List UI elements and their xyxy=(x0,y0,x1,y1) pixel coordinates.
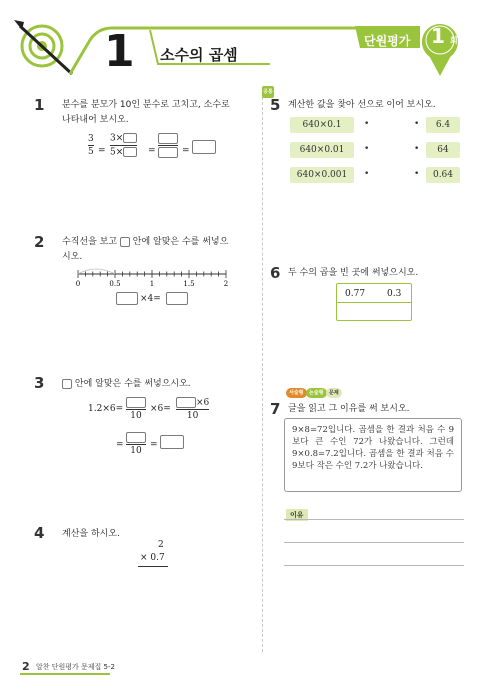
eval-label: 단원평가 xyxy=(364,34,411,48)
tick-label-0: 0 xyxy=(75,280,81,288)
q5-right-dot-2[interactable]: • xyxy=(414,144,420,154)
unit-header xyxy=(0,0,500,80)
tag-problem: 문제 xyxy=(326,388,342,398)
q2-answer-box-1[interactable] xyxy=(116,292,138,305)
q7-answer-line-1[interactable] xyxy=(284,519,464,520)
q3-den-1: 10 xyxy=(130,411,142,421)
question-5-number: 5 xyxy=(270,96,281,114)
q1-fraction-tenths xyxy=(158,133,178,158)
q6-answer-cell[interactable] xyxy=(337,303,411,320)
tag-descriptive: 서술형 xyxy=(286,388,307,398)
q4-top-number: 2 xyxy=(158,540,164,550)
column-divider xyxy=(262,92,263,652)
q7-answer-line-2[interactable] xyxy=(284,542,464,543)
q5-left-item-2[interactable]: 640×0.01 xyxy=(290,142,354,158)
q1-eq-1: = xyxy=(98,146,106,156)
tick-label-3: 1.5 xyxy=(183,280,195,288)
tick-label-1: 0.5 xyxy=(109,280,121,288)
q3-text-label: 안에 알맞은 수를 써넣으시오. xyxy=(74,379,191,389)
q6-product-table xyxy=(336,283,412,321)
number-line xyxy=(74,266,230,288)
q3-fraction-2 xyxy=(176,397,209,421)
round-number: 1 xyxy=(431,24,445,48)
q2-expression: ×4= xyxy=(140,294,161,304)
q1-fraction-given xyxy=(88,134,94,157)
q2-text-b: 안에 알맞은 수를 써넣으 xyxy=(132,237,229,247)
q3-answer-box-3[interactable] xyxy=(126,432,146,443)
common-badge: 공통 xyxy=(262,86,274,98)
book-title: 알찬 단원평가 문제집 5-2 xyxy=(36,663,115,671)
question-4-text: 계산을 하시오. xyxy=(62,529,120,539)
q5-right-item-1[interactable]: 6.4 xyxy=(426,117,460,133)
q1-eq-2: = xyxy=(148,146,156,156)
q3-fraction-3 xyxy=(126,432,146,456)
question-6-number: 6 xyxy=(270,264,281,282)
question-7-text: 글을 읽고 그 이유를 써 보시오. xyxy=(288,404,410,414)
q1-answer-box-decimal[interactable] xyxy=(192,140,216,154)
question-2-line1 xyxy=(62,235,228,250)
q6-value-b: 0.3 xyxy=(387,289,402,299)
q1-answer-box-2[interactable] xyxy=(123,147,137,157)
q3-lhs: 1.2×6= xyxy=(88,404,124,414)
q1-answer-box-1[interactable] xyxy=(123,133,137,143)
q3-eq-2: = xyxy=(150,440,158,450)
q3-answer-box-1[interactable] xyxy=(126,397,146,408)
q7-passage: 9×8=72입니다. 곱셈을 한 결과 처음 수 9보다 큰 수인 72가 나왔습니다. 그런데 9×0.8=7.2입니다. 곱셈을 한 결과 처음 수 9보다 작은 수인 7.2가 나왔습니다. xyxy=(284,418,462,492)
q5-left-item-3[interactable]: 640×0.001 xyxy=(290,167,354,183)
q1-frac-denominator: 5 xyxy=(88,147,94,157)
q5-right-item-2[interactable]: 64 xyxy=(426,142,460,158)
question-2-line2: 시오. xyxy=(62,252,83,262)
q1-frac-numerator: 3 xyxy=(88,134,94,144)
q3-times6b: ×6 xyxy=(196,398,210,408)
question-1-number: 1 xyxy=(34,96,45,114)
question-4-number: 4 xyxy=(34,524,45,542)
question-7-number: 7 xyxy=(270,400,281,418)
tick-label-4: 2 xyxy=(223,280,229,288)
round-suffix: 회 xyxy=(450,36,458,45)
question-5-text: 계산한 값을 찾아 선으로 이어 보시오. xyxy=(288,100,436,110)
q1-fraction-multiply xyxy=(110,133,137,157)
q1-num-prefix: 3× xyxy=(110,133,124,144)
unit-number: 1 xyxy=(104,26,135,77)
q2-text-a: 수직선을 보고 xyxy=(62,237,118,247)
q7-reason-label: 이유 xyxy=(286,509,308,521)
q1-answer-box-4[interactable] xyxy=(158,147,178,158)
q4-calc-line xyxy=(138,566,168,567)
q2-box-icon xyxy=(120,237,130,247)
page-number: 2 xyxy=(22,660,30,673)
q3-den-3: 10 xyxy=(130,446,142,456)
q3-den-2: 10 xyxy=(186,411,199,421)
q1-den-prefix: 5× xyxy=(110,147,124,157)
tag-essay: 논술형 xyxy=(306,388,327,398)
q3-fraction-1 xyxy=(126,397,146,421)
q3-times6: ×6= xyxy=(150,404,171,414)
q1-answer-box-3[interactable] xyxy=(158,133,178,144)
question-3-number: 3 xyxy=(34,374,45,392)
q5-right-dot-1[interactable]: • xyxy=(414,119,420,129)
q5-left-dot-1[interactable]: • xyxy=(364,119,370,129)
q2-answer-box-2[interactable] xyxy=(166,292,188,305)
q1-eq-3: = xyxy=(182,146,190,156)
header-graphic xyxy=(0,0,500,80)
q5-left-dot-3[interactable]: • xyxy=(364,169,370,179)
q5-right-item-3[interactable]: 0.64 xyxy=(426,167,460,183)
unit-title: 소수의 곱셈 xyxy=(160,46,238,64)
question-2-number: 2 xyxy=(34,233,45,251)
q5-right-dot-3[interactable]: • xyxy=(414,169,420,179)
question-6-text: 두 수의 곱을 빈 곳에 써넣으시오. xyxy=(288,268,419,278)
q3-answer-box-2[interactable] xyxy=(176,397,196,408)
q5-left-item-1[interactable]: 640×0.1 xyxy=(290,117,354,133)
q4-multiplier: × 0.7 xyxy=(140,553,165,563)
footer-accent-bar xyxy=(20,673,110,675)
q3-answer-box-4[interactable] xyxy=(160,435,184,449)
question-1-line1: 분수를 분모가 10인 분수로 고치고, 소수로 xyxy=(62,100,230,110)
q3-eq: = xyxy=(116,440,124,450)
q3-box-icon xyxy=(62,379,72,389)
question-3-text xyxy=(62,377,191,392)
tick-label-2: 1 xyxy=(149,280,155,288)
q7-answer-line-3[interactable] xyxy=(284,565,464,566)
q6-value-a: 0.77 xyxy=(345,289,366,299)
question-1-line2: 나타내어 보시오. xyxy=(62,115,129,125)
q5-left-dot-2[interactable]: • xyxy=(364,144,370,154)
